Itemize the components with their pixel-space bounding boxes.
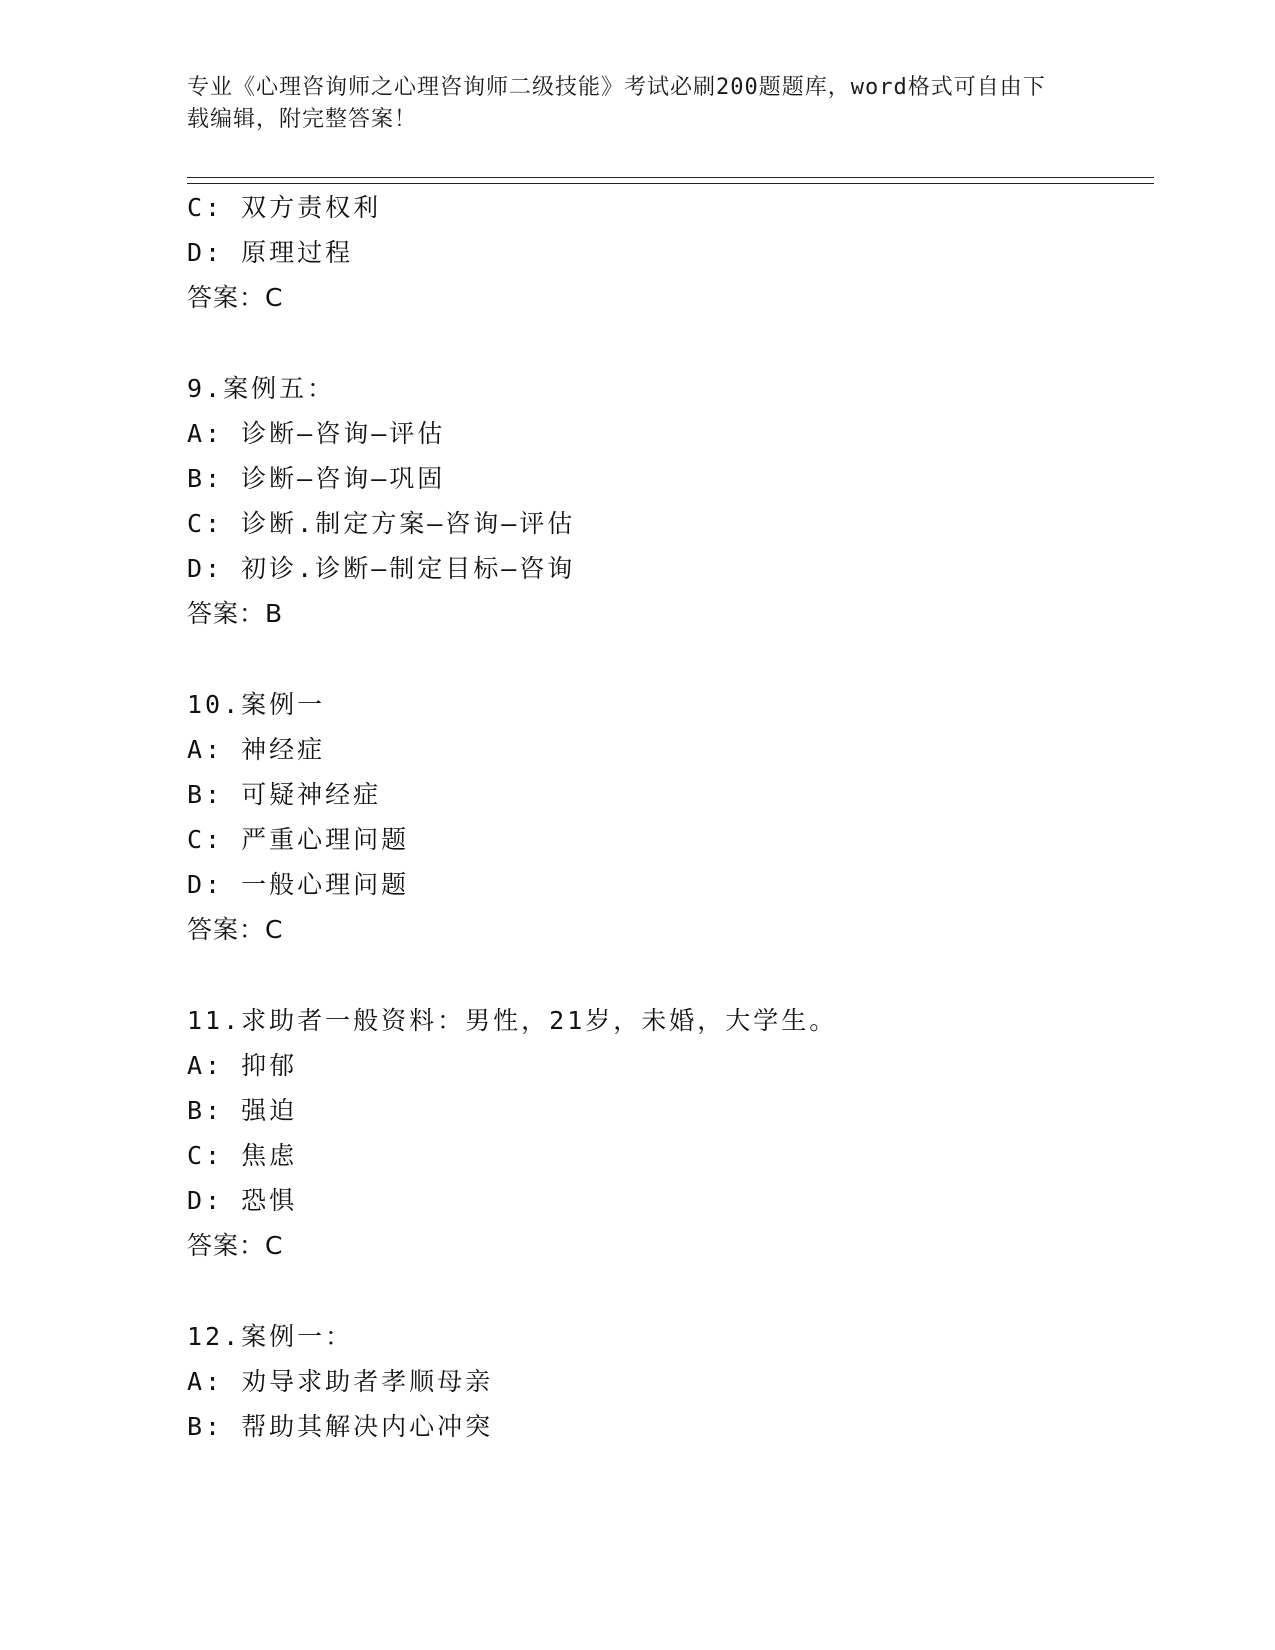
answer-line: 答案：B [187, 599, 284, 628]
option-line: A: 诊断—咨询—评估 [187, 419, 446, 448]
question-line: 12.案例一： [187, 1322, 354, 1351]
option-line: C: 焦虑 [187, 1141, 298, 1170]
option-line: A: 神经症 [187, 735, 326, 764]
option-line: B: 诊断—咨询—巩固 [187, 464, 446, 493]
answer-line: 答案：C [187, 283, 284, 312]
header-rule-top [187, 177, 1154, 178]
option-line: C: 诊断.制定方案—咨询—评估 [187, 509, 576, 538]
question-line: 9.案例五： [187, 374, 336, 403]
question-line: 10.案例一 [187, 690, 326, 719]
document-header: 专业《心理咨询师之心理咨询师二级技能》考试必刷200题题库，word格式可自由下载编辑，附完整答案！ [187, 75, 1046, 132]
header-rule-bottom [187, 183, 1154, 184]
answer-line: 答案：C [187, 915, 284, 944]
option-line: C: 双方责权利 [187, 193, 382, 222]
option-line: D: 一般心理问题 [187, 870, 410, 899]
option-line: D: 原理过程 [187, 238, 354, 267]
question-line: 11.求助者一般资料：男性，21岁，未婚，大学生。 [187, 1006, 838, 1035]
option-line: C: 严重心理问题 [187, 825, 410, 854]
option-line: B: 强迫 [187, 1096, 298, 1125]
option-line: B: 可疑神经症 [187, 780, 382, 809]
option-line: D: 恐惧 [187, 1186, 298, 1215]
answer-line: 答案：C [187, 1231, 284, 1260]
option-line: D: 初诊.诊断—制定目标—咨询 [187, 554, 576, 583]
option-line: B: 帮助其解决内心冲突 [187, 1412, 494, 1441]
option-line: A: 劝导求助者孝顺母亲 [187, 1367, 494, 1396]
option-line: A: 抑郁 [187, 1051, 298, 1080]
